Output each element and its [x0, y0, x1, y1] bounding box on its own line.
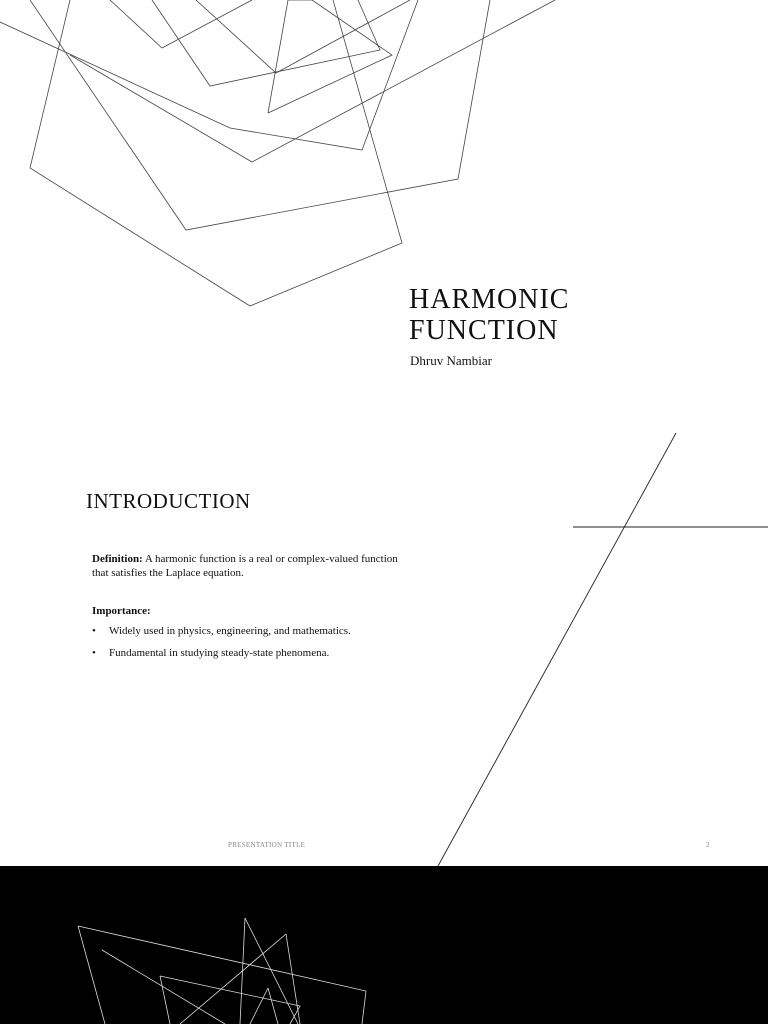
- art-line: [102, 950, 225, 1024]
- bullet-icon: •: [92, 647, 96, 659]
- dark-slide: [0, 866, 768, 1024]
- art-line: [78, 926, 366, 1024]
- introduction-slide: [0, 433, 768, 866]
- diagonal-line: [438, 433, 676, 866]
- geometric-line-art-light: [0, 866, 768, 1024]
- art-line: [268, 988, 278, 1024]
- list-item-text: Fundamental in studying steady-state phenomena.: [109, 647, 330, 659]
- art-line: [160, 976, 300, 1024]
- presenter-name: Dhruv Nambiar: [410, 353, 492, 368]
- art-line: [70, 0, 555, 162]
- art-line: [268, 0, 392, 113]
- title-line-1: HARMONIC: [409, 284, 570, 315]
- art-line: [78, 926, 105, 1024]
- bullet-icon: •: [92, 625, 96, 637]
- importance-label: Importance:: [92, 605, 151, 617]
- art-line: [250, 988, 268, 1024]
- art-line: [196, 0, 410, 73]
- art-line: [30, 0, 490, 230]
- presentation-title: [409, 284, 709, 346]
- footer-presentation-title: PRESENTATION TITLE: [228, 841, 306, 849]
- list-item-text: Widely used in physics, engineering, and mathematics.: [109, 625, 351, 637]
- art-line: [110, 0, 252, 48]
- slide-body: [92, 552, 402, 668]
- art-line: [180, 934, 286, 1024]
- geometric-line-art: [0, 0, 768, 433]
- art-line: [152, 0, 380, 86]
- list-item: [92, 646, 402, 660]
- title-line-2: FUNCTION: [409, 315, 559, 346]
- art-line: [30, 0, 402, 306]
- importance-heading: [92, 604, 402, 618]
- section-heading: INTRODUCTION: [86, 489, 251, 513]
- importance-list: [92, 624, 402, 660]
- definition-paragraph: [92, 552, 402, 580]
- list-item: [92, 624, 402, 638]
- definition-text: A harmonic function is a real or complex-valued function that satisfies the Laplace equation.: [92, 553, 398, 579]
- title-slide: [0, 0, 768, 433]
- art-line: [160, 976, 170, 1024]
- art-line: [245, 918, 298, 1024]
- page-number: 2: [706, 841, 710, 849]
- definition-label: Definition:: [92, 553, 143, 565]
